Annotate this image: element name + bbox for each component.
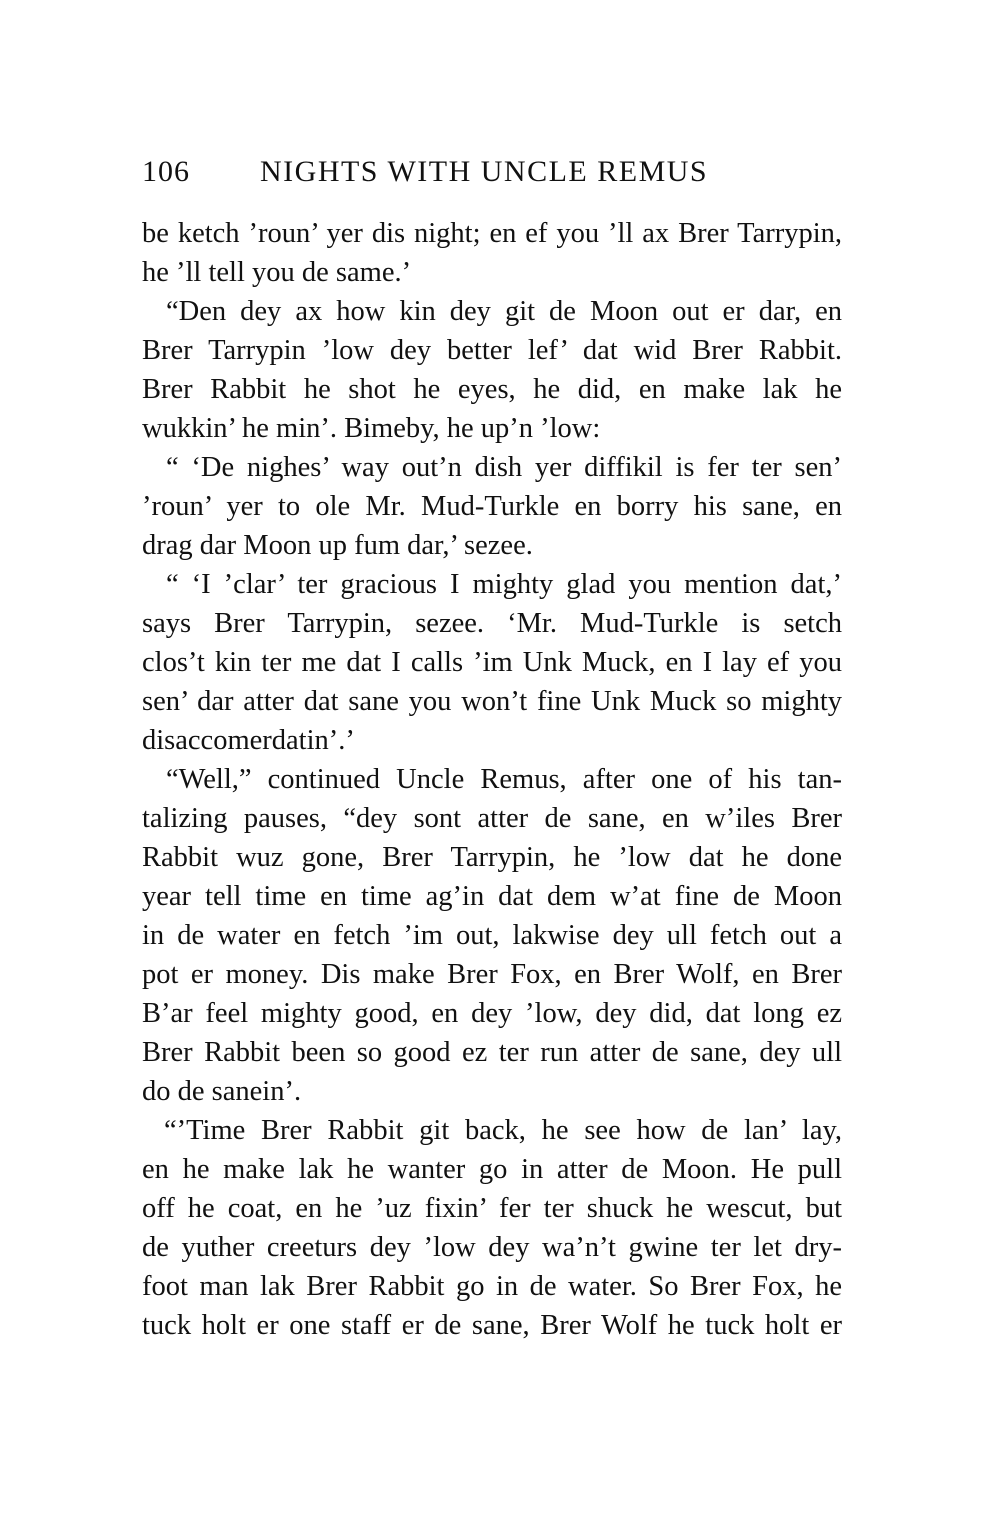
text-line: do de sanein’. [142, 1076, 302, 1107]
text-line: clos’t kin ter me dat I calls ’im Unk Muck, en I lay ef you [142, 647, 842, 678]
text-line: en he make lak he wanter go in atter de Moon. He pull [142, 1154, 842, 1185]
running-header [142, 150, 842, 194]
text-line: talizing pauses, “dey sont atter de sane, en w’iles Brer [142, 803, 842, 834]
text-line: disaccomerdatin’.’ [142, 725, 355, 756]
page-number: 106 [142, 155, 190, 188]
text-line: “ ‘I ’clar’ ter gracious I mighty glad you mention dat,’ [166, 569, 842, 600]
text-line: wukkin’ he min’. Bimeby, he up’n ’low: [142, 413, 601, 444]
text-line: be ketch ’roun’ yer dis night; en ef you ’ll ax Brer Tarrypin, [142, 218, 842, 249]
body-text [142, 214, 842, 1345]
running-title: NIGHTS WITH UNCLE REMUS [260, 155, 709, 188]
text-line: “Den dey ax how kin dey git de Moon out er dar, en [166, 296, 842, 327]
text-line: ’roun’ yer to ole Mr. Mud-Turkle en borry his sane, en [142, 491, 842, 522]
text-line: Brer Tarrypin ’low dey better lef’ dat wid Brer Rabbit. [142, 335, 842, 366]
text-line: he ’ll tell you de same.’ [142, 257, 412, 288]
text-line: “Well,” continued Uncle Remus, after one of his tan- [166, 764, 842, 795]
text-line: sen’ dar atter dat sane you won’t fine Unk Muck so mighty [142, 686, 842, 717]
text-line: says Brer Tarrypin, sezee. ‘Mr. Mud-Turkle is setch [142, 608, 842, 639]
text-line: de yuther creeturs dey ’low dey wa’n’t gwine ter let dry- [142, 1232, 842, 1263]
text-line: foot man lak Brer Rabbit go in de water. So Brer Fox, he [142, 1271, 842, 1302]
text-line: tuck holt er one staff er de sane, Brer Wolf he tuck holt er [142, 1310, 842, 1341]
text-line: drag dar Moon up fum dar,’ sezee. [142, 530, 533, 561]
text-line: Brer Rabbit been so good ez ter run atter de sane, dey ull [142, 1037, 842, 1068]
text-line: off he coat, en he ’uz fixin’ fer ter shuck he wescut, but [142, 1193, 842, 1224]
text-line: Brer Rabbit he shot he eyes, he did, en make lak he [142, 374, 842, 405]
text-line: “’Time Brer Rabbit git back, he see how de lan’ lay, [164, 1115, 842, 1146]
text-line: in de water en fetch ’im out, lakwise dey ull fetch out a [142, 920, 842, 951]
text-line: Rabbit wuz gone, Brer Tarrypin, he ’low dat he done [142, 842, 842, 873]
text-line: B’ar feel mighty good, en dey ’low, dey did, dat long ez [142, 998, 842, 1029]
text-line: pot er money. Dis make Brer Fox, en Brer Wolf, en Brer [142, 959, 842, 990]
text-line: “ ‘De nighes’ way out’n dish yer diffikil is fer ter sen’ [166, 452, 842, 483]
text-line: year tell time en time ag’in dat dem w’at fine de Moon [142, 881, 842, 912]
